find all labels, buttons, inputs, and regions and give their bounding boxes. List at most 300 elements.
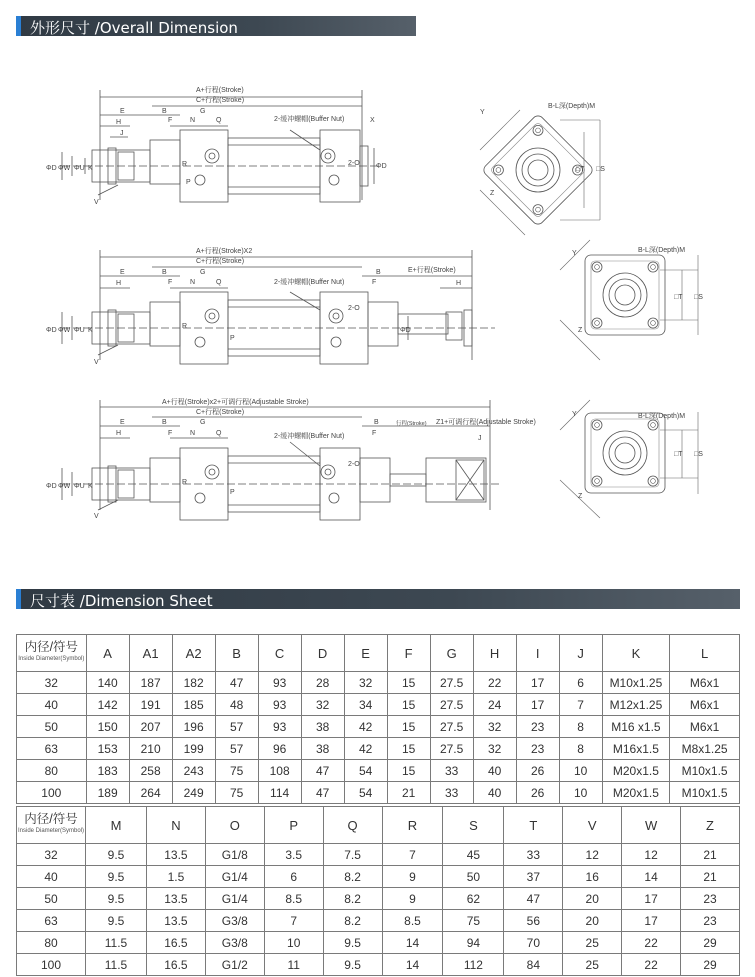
svg-text:行程(Stroke): 行程(Stroke) [396,421,427,427]
svg-text:□S: □S [694,294,703,301]
table-cell: 7.5 [323,844,382,866]
svg-text:Q: Q [216,117,222,124]
svg-text:X: X [370,117,375,124]
svg-text:2-缓冲螺帽(Buffer Nut): 2-缓冲螺帽(Buffer Nut) [274,116,345,123]
bore-cell: 40 [17,866,86,888]
column-header: Z [681,807,740,844]
table-cell: 38 [301,716,344,738]
table-cell: 8 [559,738,602,760]
svg-text:ΦW: ΦW [58,327,71,334]
table-cell: M12x1.25 [602,694,670,716]
svg-text:2-O: 2-O [348,461,360,468]
table-cell: 15 [387,760,430,782]
svg-text:Q: Q [216,279,222,286]
table-cell: 45 [443,844,504,866]
table-cell: 1.5 [146,866,205,888]
svg-text:F: F [372,430,377,437]
table-cell: 94 [443,932,504,954]
table-cell: G3/8 [205,932,264,954]
table-cell: 114 [258,782,301,804]
bore-cell: 80 [17,760,87,782]
table-cell: 199 [172,738,215,760]
table-cell: 21 [681,866,740,888]
table-cell: 40 [473,782,516,804]
table-cell: 17 [516,694,559,716]
table-cell: 14 [382,954,443,976]
drawing-double-rod-labels [46,246,461,366]
table-cell: 70 [504,932,563,954]
table-cell: 32 [473,738,516,760]
table-cell: 140 [86,672,129,694]
table-row [17,672,740,694]
svg-text:B: B [376,269,381,276]
table-cell: 9.5 [86,866,147,888]
svg-text:E: E [120,419,125,426]
table-cell: 42 [344,716,387,738]
table-row [17,760,740,782]
svg-text:B-L深(Depth)M: B-L深(Depth)M [638,413,686,420]
table-cell: 27.5 [430,672,473,694]
table-cell: 29 [681,954,740,976]
svg-text:E: E [120,269,125,276]
svg-text:ΦU: ΦU [74,165,85,172]
table-cell: 93 [258,716,301,738]
svg-text:Y: Y [572,250,577,257]
end-view-2-labels [572,246,703,334]
svg-text:K: K [88,483,93,490]
column-header: L [670,635,740,672]
table-cell: 10 [559,782,602,804]
table-cell: 27.5 [430,738,473,760]
table-cell: 11 [264,954,323,976]
table-cell: 25 [563,954,622,976]
table-cell: 20 [563,888,622,910]
svg-text:B: B [374,419,379,426]
end-view-1-labels [480,102,605,197]
svg-text:ΦD: ΦD [376,163,387,170]
table-cell: G1/8 [205,844,264,866]
table-cell: 264 [129,782,172,804]
table-cell: 16 [563,866,622,888]
table-cell: 9.5 [86,844,147,866]
table-cell: 189 [86,782,129,804]
table-row [17,888,740,910]
table-cell: 48 [215,694,258,716]
table-cell: G1/4 [205,866,264,888]
table-cell: 27.5 [430,716,473,738]
table-cell: M10x1.25 [602,672,670,694]
svg-text:□T: □T [674,451,683,458]
svg-text:V: V [94,513,99,520]
table-cell: 243 [172,760,215,782]
table-cell: 7 [559,694,602,716]
column-header: P [264,807,323,844]
svg-text:P: P [230,335,235,342]
symbol-header: 内径/符号 Inside Diameter(Symbol) [17,635,87,672]
bore-cell: 63 [17,738,87,760]
table-cell: 191 [129,694,172,716]
table-cell: 50 [443,866,504,888]
column-header: A [86,635,129,672]
table-cell: 47 [504,888,563,910]
table-cell: 29 [681,932,740,954]
table-cell: 9 [382,866,443,888]
table-cell: G3/8 [205,910,264,932]
table-cell: 22 [622,954,681,976]
table-cell: 13.5 [146,888,205,910]
table-cell: M16 x1.5 [602,716,670,738]
svg-text:R: R [182,323,188,330]
svg-text:B-L深(Depth)M: B-L深(Depth)M [548,103,596,110]
table-cell: 47 [215,672,258,694]
table-cell: 12 [563,844,622,866]
svg-text:2-缓冲螺帽(Buffer Nut): 2-缓冲螺帽(Buffer Nut) [274,279,345,286]
bore-cell: 100 [17,954,86,976]
table-cell: 33 [430,782,473,804]
svg-text:2-O: 2-O [348,305,360,312]
table-row [17,932,740,954]
svg-text:□S: □S [596,166,605,173]
table-cell: 9.5 [86,888,147,910]
dimension-drawings [0,40,755,600]
table-cell: 16.5 [146,954,205,976]
table-cell: 93 [258,694,301,716]
table-cell: M20x1.5 [602,760,670,782]
bore-cell: 32 [17,672,87,694]
table-cell: 11.5 [86,932,147,954]
drawing-adjustable-stroke [62,400,500,520]
table-cell: 185 [172,694,215,716]
column-header: F [387,635,430,672]
table-cell: 13.5 [146,910,205,932]
table-cell: 25 [563,932,622,954]
table-cell: 32 [301,694,344,716]
table-cell: M8x1.25 [670,738,740,760]
column-header: N [146,807,205,844]
column-header: H [473,635,516,672]
table-cell: 108 [258,760,301,782]
table-cell: G1/2 [205,954,264,976]
svg-text:ΦD: ΦD [46,483,57,490]
svg-text:ΦD: ΦD [46,327,57,334]
svg-text:H: H [116,119,122,126]
table-cell: 9 [382,888,443,910]
end-view-3 [585,413,665,493]
table-cell: 14 [382,932,443,954]
table-cell: 33 [504,844,563,866]
svg-text:G: G [200,269,206,276]
table-cell: 47 [301,782,344,804]
bore-cell: 100 [17,782,87,804]
table-cell: 9.5 [323,954,382,976]
table-cell: 8.2 [323,910,382,932]
table-cell: 26 [516,782,559,804]
column-header: B [215,635,258,672]
table-cell: 22 [473,672,516,694]
table-cell: 17 [622,888,681,910]
bore-cell: 80 [17,932,86,954]
column-header: T [504,807,563,844]
svg-text:H: H [456,280,462,287]
end-view-2 [585,255,665,335]
table-cell: M16x1.5 [602,738,670,760]
table-cell: 32 [473,716,516,738]
bore-cell: 40 [17,694,87,716]
svg-text:G: G [200,108,206,115]
svg-text:ΦD: ΦD [400,327,411,334]
svg-text:F: F [372,279,377,286]
table-row [17,866,740,888]
overall-dimension-banner [16,16,416,36]
table-cell: M10x1.5 [670,760,740,782]
svg-text:B: B [162,419,167,426]
svg-text:A+行程(Stroke): A+行程(Stroke) [196,87,244,94]
table-row [17,738,740,760]
column-header: A1 [129,635,172,672]
svg-text:□S: □S [694,451,703,458]
table-cell: 16.5 [146,932,205,954]
svg-text:□T: □T [674,294,683,301]
column-header: Q [323,807,382,844]
svg-text:N: N [190,117,196,124]
table-cell: 7 [264,910,323,932]
svg-text:ΦW: ΦW [58,165,71,172]
svg-text:2-O: 2-O [348,160,360,167]
svg-text:R: R [182,479,188,486]
svg-text:Z: Z [578,327,583,334]
table-cell: 23 [516,738,559,760]
table-cell: 6 [264,866,323,888]
banner-accent [16,589,21,609]
column-header: A2 [172,635,215,672]
svg-text:Z: Z [578,493,583,500]
table-cell: 75 [443,910,504,932]
table-cell: 7 [382,844,443,866]
svg-text:ΦW: ΦW [58,483,71,490]
column-header: O [205,807,264,844]
table-row [17,782,740,804]
column-header: C [258,635,301,672]
table-cell: 26 [516,760,559,782]
bore-cell: 32 [17,844,86,866]
svg-text:V: V [94,359,99,366]
table-cell: 21 [681,844,740,866]
svg-text:P: P [230,489,235,496]
column-header: R [382,807,443,844]
svg-text:J: J [478,435,482,442]
table-cell: 15 [387,738,430,760]
svg-text:C+行程(Stroke): C+行程(Stroke) [196,409,245,416]
column-header: S [443,807,504,844]
svg-text:P: P [186,179,191,186]
column-header: M [86,807,147,844]
column-header: I [516,635,559,672]
table-row [17,716,740,738]
table-cell: 142 [86,694,129,716]
svg-text:V: V [94,199,99,206]
drawing-single-rod-labels [46,85,387,206]
table-cell: 37 [504,866,563,888]
table-cell: M10x1.5 [670,782,740,804]
column-header: W [622,807,681,844]
svg-text:C+行程(Stroke): C+行程(Stroke) [196,97,245,104]
svg-text:F: F [168,279,173,286]
bore-cell: 50 [17,716,87,738]
svg-text:B-L深(Depth)M: B-L深(Depth)M [638,247,686,254]
table-cell: 15 [387,694,430,716]
svg-text:F: F [168,430,173,437]
svg-text:C+行程(Stroke): C+行程(Stroke) [196,258,245,265]
table-cell: 96 [258,738,301,760]
svg-text:Y: Y [572,411,577,418]
table-cell: 54 [344,782,387,804]
table-cell: 8 [559,716,602,738]
table-cell: 249 [172,782,215,804]
table-cell: 10 [559,760,602,782]
table-cell: 207 [129,716,172,738]
table-cell: 57 [215,716,258,738]
table-cell: 27.5 [430,694,473,716]
table-cell: 8.2 [323,866,382,888]
svg-text:A+行程(Stroke)X2: A+行程(Stroke)X2 [196,248,253,255]
table-cell: 20 [563,910,622,932]
banner-accent [16,16,21,36]
table-cell: 8.5 [264,888,323,910]
table-cell: 32 [344,672,387,694]
table-cell: 22 [622,932,681,954]
svg-text:F: F [168,117,173,124]
table-cell: 9.5 [86,910,147,932]
drawing-single-rod [62,90,380,202]
svg-text:□T: □T [576,166,585,173]
table-cell: 12 [622,844,681,866]
svg-text:Z: Z [490,190,495,197]
svg-text:R: R [182,161,188,168]
dimension-table-2 [16,806,740,976]
column-header: E [344,635,387,672]
table-cell: 6 [559,672,602,694]
table-cell: 17 [622,910,681,932]
drawing-adjustable-stroke-labels [46,397,536,520]
table-cell: M6x1 [670,672,740,694]
table-cell: 9.5 [323,932,382,954]
svg-text:A+行程(Stroke)x2+可调行程(Adjustable: A+行程(Stroke)x2+可调行程(Adjustable Stroke) [162,399,309,406]
svg-text:Z1+可调行程(Adjustable Stroke): Z1+可调行程(Adjustable Stroke) [436,419,536,426]
column-header: V [563,807,622,844]
table-cell: 62 [443,888,504,910]
svg-text:ΦD: ΦD [46,165,57,172]
table-cell: 258 [129,760,172,782]
table-cell: 75 [215,782,258,804]
table-cell: 150 [86,716,129,738]
table-cell: 196 [172,716,215,738]
svg-text:H: H [116,430,122,437]
table-cell: 8.5 [382,910,443,932]
overall-dimension-title: 外形尺寸 /Overall Dimension [30,19,238,37]
svg-text:H: H [116,280,122,287]
table-cell: 15 [387,672,430,694]
table-cell: G1/4 [205,888,264,910]
table-cell: M6x1 [670,716,740,738]
svg-text:J: J [120,130,124,137]
dimension-sheet-banner [16,589,740,609]
dimension-table-1 [16,634,740,804]
bore-cell: 50 [17,888,86,910]
svg-text:B: B [162,269,167,276]
table-cell: 182 [172,672,215,694]
svg-text:G: G [200,419,206,426]
table-cell: 75 [215,760,258,782]
table-header-row [17,807,740,844]
table-cell: 21 [387,782,430,804]
table-cell: M6x1 [670,694,740,716]
svg-text:N: N [190,430,196,437]
column-header: G [430,635,473,672]
svg-text:Y: Y [480,109,485,116]
svg-text:E: E [120,108,125,115]
table-cell: 40 [473,760,516,782]
svg-text:ΦU: ΦU [74,327,85,334]
column-header: J [559,635,602,672]
table-cell: 11.5 [86,954,147,976]
table-cell: 93 [258,672,301,694]
table-cell: 15 [387,716,430,738]
svg-text:ΦU: ΦU [74,483,85,490]
svg-text:N: N [190,279,196,286]
table-cell: 23 [516,716,559,738]
table-cell: 56 [504,910,563,932]
svg-text:2-缓冲螺帽(Buffer Nut): 2-缓冲螺帽(Buffer Nut) [274,433,345,440]
dimension-sheet-title: 尺寸表 /Dimension Sheet [30,592,213,610]
table-cell: 8.2 [323,888,382,910]
table-cell: 187 [129,672,172,694]
column-header: K [602,635,670,672]
table-cell: 54 [344,760,387,782]
table-cell: 3.5 [264,844,323,866]
table-cell: 183 [86,760,129,782]
table-cell: M20x1.5 [602,782,670,804]
table-cell: 13.5 [146,844,205,866]
svg-text:B: B [162,108,167,115]
table-cell: 42 [344,738,387,760]
table-row [17,910,740,932]
table-cell: 210 [129,738,172,760]
table-row [17,954,740,976]
svg-text:E+行程(Stroke): E+行程(Stroke) [408,267,456,274]
table-cell: 17 [516,672,559,694]
table-cell: 57 [215,738,258,760]
bore-cell: 63 [17,910,86,932]
table-row [17,694,740,716]
table-cell: 84 [504,954,563,976]
table-cell: 14 [622,866,681,888]
table-cell: 24 [473,694,516,716]
table-cell: 23 [681,888,740,910]
table-cell: 23 [681,910,740,932]
svg-text:K: K [88,327,93,334]
table-cell: 33 [430,760,473,782]
table-row [17,844,740,866]
table-header-row [17,635,740,672]
table-cell: 34 [344,694,387,716]
svg-text:Q: Q [216,430,222,437]
table-cell: 10 [264,932,323,954]
table-cell: 28 [301,672,344,694]
table-cell: 47 [301,760,344,782]
svg-text:K: K [88,165,93,172]
table-cell: 38 [301,738,344,760]
column-header: D [301,635,344,672]
